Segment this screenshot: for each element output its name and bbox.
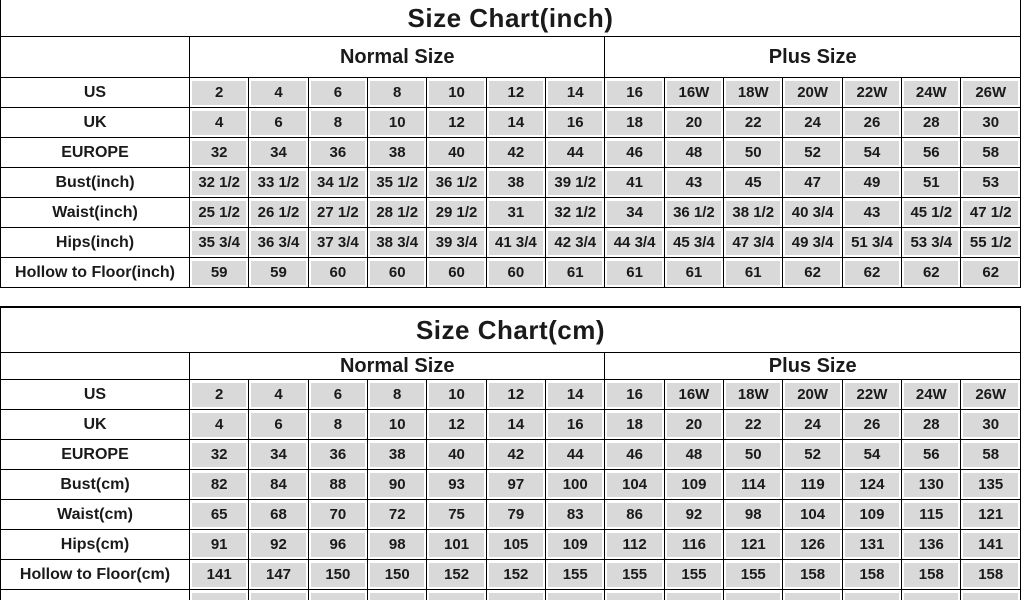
- size-cell: 2: [190, 78, 249, 108]
- cm-table-body: [1, 380, 1021, 590]
- size-cell: 35 3/4: [190, 228, 249, 258]
- table-row: [1, 78, 1021, 108]
- size-cell: 16: [546, 108, 605, 138]
- size-cell: 38 3/4: [368, 228, 427, 258]
- size-cell: 116: [664, 530, 723, 560]
- size-cell: 109: [546, 530, 605, 560]
- size-cell: 16W: [664, 380, 723, 410]
- size-cell: 59: [249, 258, 308, 288]
- size-cell: 18: [605, 108, 664, 138]
- size-cell: [249, 590, 308, 600]
- size-cell: 59: [190, 258, 249, 288]
- row-label: US: [1, 78, 190, 108]
- size-cell: 47: [783, 168, 842, 198]
- size-cell: 60: [368, 258, 427, 288]
- size-cell: 152: [427, 560, 486, 590]
- size-cell: 126: [783, 530, 842, 560]
- size-cell: 131: [842, 530, 901, 560]
- size-cell: 62: [961, 258, 1021, 288]
- size-chart-inch-table: [0, 0, 1021, 288]
- size-cell: 14: [486, 410, 545, 440]
- size-cell: 114: [724, 470, 783, 500]
- size-cell: 52: [783, 138, 842, 168]
- size-cell: 112: [605, 530, 664, 560]
- size-cell: 98: [368, 530, 427, 560]
- size-cell: 32: [190, 138, 249, 168]
- size-cell: 54: [842, 138, 901, 168]
- size-cell: 26W: [961, 380, 1021, 410]
- size-chart-cm-table: [0, 306, 1021, 600]
- row-label: UK: [1, 410, 190, 440]
- size-cell: 42 3/4: [546, 228, 605, 258]
- size-cell: 61: [664, 258, 723, 288]
- size-cell: 50: [724, 138, 783, 168]
- row-label: Hips(inch): [1, 228, 190, 258]
- size-cell: 34: [605, 198, 664, 228]
- size-cell: [486, 590, 545, 600]
- table-row: [1, 108, 1021, 138]
- cm-title-row: [1, 307, 1021, 353]
- size-cell: 26 1/2: [249, 198, 308, 228]
- size-cell: 121: [724, 530, 783, 560]
- size-cell: 45 3/4: [664, 228, 723, 258]
- size-cell: 24: [783, 410, 842, 440]
- size-cell: [783, 590, 842, 600]
- table-row: [1, 168, 1021, 198]
- size-cell: 141: [190, 560, 249, 590]
- size-cell: 47 3/4: [724, 228, 783, 258]
- size-cell: 22W: [842, 380, 901, 410]
- size-cell: 8: [308, 108, 367, 138]
- table-row: [1, 500, 1021, 530]
- size-cell: 44: [546, 440, 605, 470]
- size-cell: 141: [961, 530, 1021, 560]
- size-cell: 152: [486, 560, 545, 590]
- size-cell: 43: [664, 168, 723, 198]
- size-cell: 75: [427, 500, 486, 530]
- size-cell: 14: [546, 78, 605, 108]
- size-cell: 28: [902, 108, 961, 138]
- size-cell: 104: [605, 470, 664, 500]
- size-cell: 20W: [783, 380, 842, 410]
- corner-cell: [1, 353, 190, 380]
- size-cell: 45 1/2: [902, 198, 961, 228]
- size-cell: 4: [249, 78, 308, 108]
- size-cell: 61: [546, 258, 605, 288]
- size-cell: 12: [427, 108, 486, 138]
- size-cell: 34: [249, 440, 308, 470]
- size-cell: 35 1/2: [368, 168, 427, 198]
- size-cell: 61: [605, 258, 664, 288]
- size-cell: 41: [605, 168, 664, 198]
- size-cell: 136: [902, 530, 961, 560]
- row-label: Hollow to Floor(cm): [1, 560, 190, 590]
- size-cell: 36: [308, 440, 367, 470]
- size-cell: 150: [368, 560, 427, 590]
- table-gap: [0, 288, 1021, 306]
- size-cell: 10: [427, 380, 486, 410]
- size-cell: 4: [190, 410, 249, 440]
- size-cell: 8: [368, 78, 427, 108]
- size-cell: 90: [368, 470, 427, 500]
- size-cell: 6: [249, 410, 308, 440]
- size-cell: 115: [902, 500, 961, 530]
- size-cell: 45: [724, 168, 783, 198]
- size-cell: [664, 590, 723, 600]
- size-cell: 33 1/2: [249, 168, 308, 198]
- size-cell: 2: [190, 380, 249, 410]
- size-cell: 62: [902, 258, 961, 288]
- size-cell: 158: [902, 560, 961, 590]
- group-header-normal-size: Normal Size: [190, 37, 605, 78]
- group-header-normal-size: Normal Size: [190, 353, 605, 380]
- size-cell: 72: [368, 500, 427, 530]
- size-cell: 36 1/2: [427, 168, 486, 198]
- size-cell: 98: [724, 500, 783, 530]
- size-cell: 158: [783, 560, 842, 590]
- size-cell: [190, 590, 249, 600]
- size-cell: 16: [605, 78, 664, 108]
- size-cell: 79: [486, 500, 545, 530]
- size-cell: 44 3/4: [605, 228, 664, 258]
- size-cell: 12: [486, 78, 545, 108]
- size-cell: 27 1/2: [308, 198, 367, 228]
- size-cell: 26W: [961, 78, 1021, 108]
- size-cell: 109: [664, 470, 723, 500]
- inch-group-header-row: [1, 37, 1021, 78]
- table-row: [1, 560, 1021, 590]
- size-cell: 84: [249, 470, 308, 500]
- size-cell: 20: [664, 410, 723, 440]
- size-cell: 34 1/2: [308, 168, 367, 198]
- row-label: US: [1, 380, 190, 410]
- size-cell: 38: [368, 440, 427, 470]
- size-cell: 147: [249, 560, 308, 590]
- row-label: Waist(cm): [1, 500, 190, 530]
- size-cell: 28 1/2: [368, 198, 427, 228]
- size-cell: 10: [368, 108, 427, 138]
- size-cell: 53 3/4: [902, 228, 961, 258]
- size-cell: 124: [842, 470, 901, 500]
- size-cell: 150: [308, 560, 367, 590]
- size-cell: 38: [368, 138, 427, 168]
- size-cell: 88: [308, 470, 367, 500]
- size-cell: 44: [546, 138, 605, 168]
- size-cell: 10: [427, 78, 486, 108]
- size-cell: 47 1/2: [961, 198, 1021, 228]
- size-cell: [902, 590, 961, 600]
- size-cell: 39 1/2: [546, 168, 605, 198]
- size-cell: 38: [486, 168, 545, 198]
- row-label: Hips(cm): [1, 530, 190, 560]
- size-cell: 24W: [902, 78, 961, 108]
- size-cell: 22: [724, 108, 783, 138]
- size-cell: 25 1/2: [190, 198, 249, 228]
- size-cell: 96: [308, 530, 367, 560]
- size-cell: 32: [190, 440, 249, 470]
- size-cell: 52: [783, 440, 842, 470]
- size-cell: 60: [427, 258, 486, 288]
- size-cell: 158: [842, 560, 901, 590]
- size-cell: 56: [902, 440, 961, 470]
- size-cell: 121: [961, 500, 1021, 530]
- size-cell: 36: [308, 138, 367, 168]
- size-cell: 46: [605, 440, 664, 470]
- size-cell: 91: [190, 530, 249, 560]
- size-cell: 60: [486, 258, 545, 288]
- size-cell: 39 3/4: [427, 228, 486, 258]
- size-cell: 135: [961, 470, 1021, 500]
- size-cell: 62: [842, 258, 901, 288]
- size-cell: 70: [308, 500, 367, 530]
- row-label: [1, 590, 190, 600]
- size-cell: 12: [427, 410, 486, 440]
- table-row: [1, 530, 1021, 560]
- row-label: EUROPE: [1, 440, 190, 470]
- size-cell: 130: [902, 470, 961, 500]
- size-cell: 14: [486, 108, 545, 138]
- size-cell: 40: [427, 138, 486, 168]
- size-cell: 14: [546, 380, 605, 410]
- size-cell: 10: [368, 410, 427, 440]
- size-cell: 60: [308, 258, 367, 288]
- size-cell: 32 1/2: [546, 198, 605, 228]
- size-cell: 105: [486, 530, 545, 560]
- size-cell: 26: [842, 108, 901, 138]
- size-cell: [427, 590, 486, 600]
- size-cell: 6: [308, 78, 367, 108]
- size-cell: 12: [486, 380, 545, 410]
- cm-group-header-row: [1, 353, 1021, 380]
- row-label: Waist(inch): [1, 198, 190, 228]
- size-cell: 97: [486, 470, 545, 500]
- table-row: [1, 138, 1021, 168]
- size-cell: 24: [783, 108, 842, 138]
- size-cell: 158: [961, 560, 1021, 590]
- size-cell: 18W: [724, 380, 783, 410]
- size-cell: [724, 590, 783, 600]
- size-cell: 86: [605, 500, 664, 530]
- partial-cutoff-row: [1, 590, 1021, 600]
- size-cell: [961, 590, 1021, 600]
- row-label: Bust(cm): [1, 470, 190, 500]
- size-cell: 30: [961, 108, 1021, 138]
- group-header-plus-size: Plus Size: [605, 353, 1021, 380]
- row-label: Bust(inch): [1, 168, 190, 198]
- cm-table-title: Size Chart(cm): [1, 307, 1021, 353]
- size-cell: 48: [664, 138, 723, 168]
- size-cell: 56: [902, 138, 961, 168]
- size-cell: 155: [546, 560, 605, 590]
- size-cell: 8: [308, 410, 367, 440]
- table-row: [1, 380, 1021, 410]
- size-cell: 54: [842, 440, 901, 470]
- size-cell: 42: [486, 138, 545, 168]
- size-cell: 93: [427, 470, 486, 500]
- size-cell: 40 3/4: [783, 198, 842, 228]
- size-cell: [842, 590, 901, 600]
- size-cell: 100: [546, 470, 605, 500]
- size-cell: 16: [546, 410, 605, 440]
- size-cell: 55 1/2: [961, 228, 1021, 258]
- size-cell: 61: [724, 258, 783, 288]
- size-cell: 16: [605, 380, 664, 410]
- size-cell: 101: [427, 530, 486, 560]
- size-cell: 49: [842, 168, 901, 198]
- table-row: [1, 410, 1021, 440]
- size-cell: 41 3/4: [486, 228, 545, 258]
- table-row: [1, 440, 1021, 470]
- size-cell: 20: [664, 108, 723, 138]
- size-cell: 31: [486, 198, 545, 228]
- size-cell: 46: [605, 138, 664, 168]
- inch-title-row: [1, 0, 1021, 37]
- size-cell: 16W: [664, 78, 723, 108]
- size-cell: 155: [664, 560, 723, 590]
- size-cell: 40: [427, 440, 486, 470]
- size-cell: 68: [249, 500, 308, 530]
- size-cell: 6: [308, 380, 367, 410]
- table-row: [1, 470, 1021, 500]
- size-cell: 92: [664, 500, 723, 530]
- size-cell: [308, 590, 367, 600]
- size-cell: 37 3/4: [308, 228, 367, 258]
- size-cell: 62: [783, 258, 842, 288]
- size-cell: 32 1/2: [190, 168, 249, 198]
- size-cell: 155: [605, 560, 664, 590]
- size-cell: 104: [783, 500, 842, 530]
- size-cell: 65: [190, 500, 249, 530]
- row-label: UK: [1, 108, 190, 138]
- size-cell: 20W: [783, 78, 842, 108]
- row-label: Hollow to Floor(inch): [1, 258, 190, 288]
- size-cell: 18W: [724, 78, 783, 108]
- size-cell: 50: [724, 440, 783, 470]
- size-cell: 4: [190, 108, 249, 138]
- size-cell: 24W: [902, 380, 961, 410]
- size-cell: 51: [902, 168, 961, 198]
- size-cell: 22W: [842, 78, 901, 108]
- size-cell: 6: [249, 108, 308, 138]
- size-cell: 8: [368, 380, 427, 410]
- inch-table-body: [1, 78, 1021, 288]
- size-cell: 53: [961, 168, 1021, 198]
- size-cell: 58: [961, 440, 1021, 470]
- size-cell: 82: [190, 470, 249, 500]
- inch-table-title: Size Chart(inch): [1, 0, 1021, 37]
- table-row: [1, 198, 1021, 228]
- size-cell: 92: [249, 530, 308, 560]
- corner-cell: [1, 37, 190, 78]
- size-cell: 49 3/4: [783, 228, 842, 258]
- size-cell: 26: [842, 410, 901, 440]
- size-cell: [605, 590, 664, 600]
- size-cell: 36 1/2: [664, 198, 723, 228]
- table-row: [1, 258, 1021, 288]
- size-cell: 43: [842, 198, 901, 228]
- size-cell: 30: [961, 410, 1021, 440]
- size-cell: [368, 590, 427, 600]
- table-row: [1, 228, 1021, 258]
- row-label: EUROPE: [1, 138, 190, 168]
- size-cell: 36 3/4: [249, 228, 308, 258]
- size-cell: 83: [546, 500, 605, 530]
- size-cell: 58: [961, 138, 1021, 168]
- size-cell: 18: [605, 410, 664, 440]
- size-cell: 28: [902, 410, 961, 440]
- size-cell: 38 1/2: [724, 198, 783, 228]
- size-cell: 4: [249, 380, 308, 410]
- size-cell: 34: [249, 138, 308, 168]
- size-cell: 109: [842, 500, 901, 530]
- size-cell: 29 1/2: [427, 198, 486, 228]
- size-cell: 42: [486, 440, 545, 470]
- size-cell: 155: [724, 560, 783, 590]
- size-cell: 48: [664, 440, 723, 470]
- group-header-plus-size: Plus Size: [605, 37, 1021, 78]
- size-cell: 119: [783, 470, 842, 500]
- size-cell: 22: [724, 410, 783, 440]
- size-cell: [546, 590, 605, 600]
- size-cell: 51 3/4: [842, 228, 901, 258]
